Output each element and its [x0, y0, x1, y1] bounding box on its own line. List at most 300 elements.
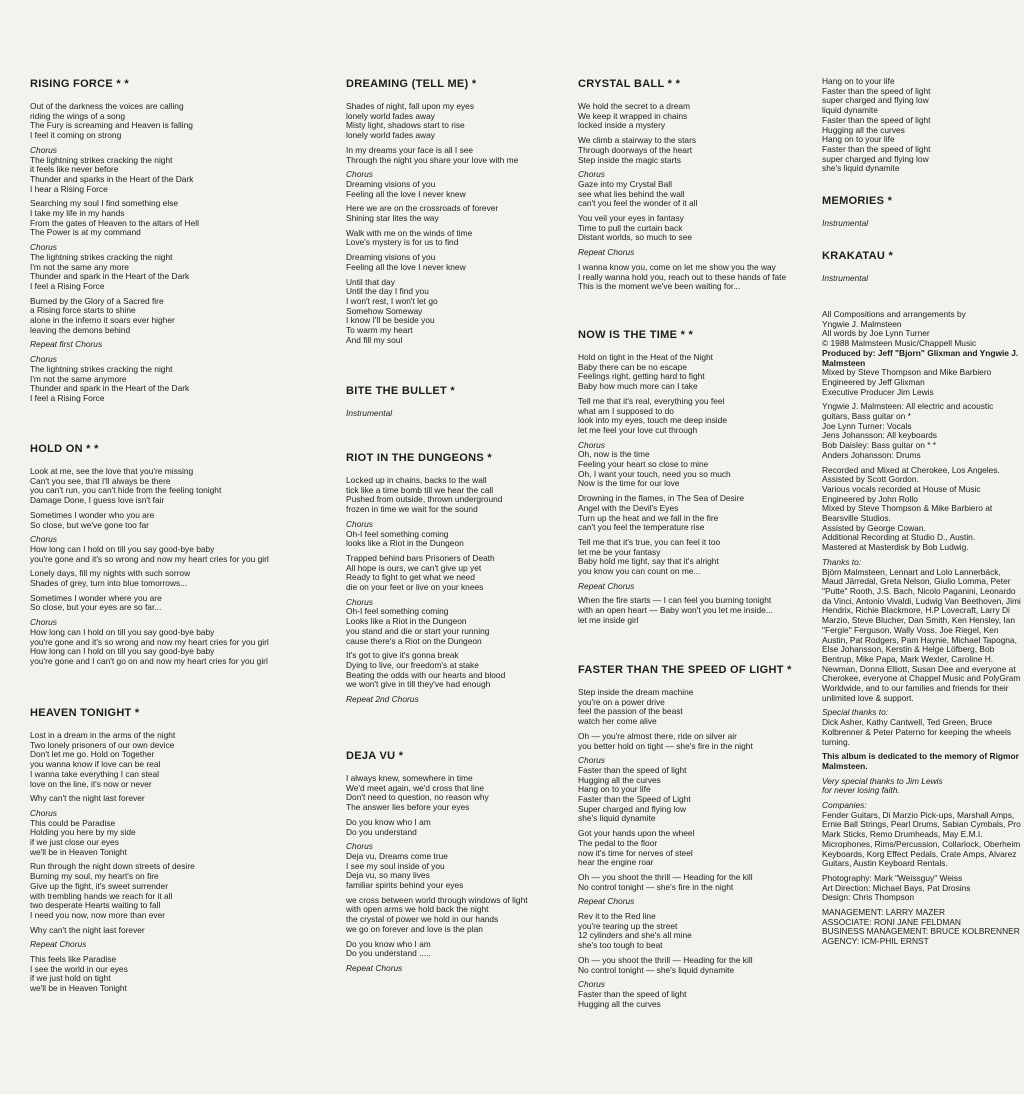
- text-line: can't you feel the temperature rise: [578, 522, 705, 533]
- song-title: FASTER THAN THE SPEED OF LIGHT *: [578, 664, 792, 676]
- text-line: you can't run, you can't hide from the feeling tonight: [30, 485, 222, 496]
- text-line: Locked up in chains, backs to the wall: [346, 475, 487, 485]
- text-line: The answer lies before your eyes: [346, 802, 470, 813]
- text-line: Design: Chris Thompson: [822, 892, 915, 903]
- stanza-label: Chorus: [578, 979, 605, 990]
- text-line: The Fury is screaming and Heaven is falling: [30, 120, 193, 131]
- text-line: you better hold on tight — she's fire in the night: [578, 740, 753, 751]
- credits-paragraph: [822, 777, 1022, 796]
- credits-heading: Companies:: [822, 800, 867, 811]
- text-line: Do you understand .....: [346, 948, 431, 959]
- stanza: [578, 494, 810, 533]
- text-line: Here we are on the crossroads of forever: [346, 203, 499, 214]
- album-credits: [822, 310, 1022, 952]
- text-line: can't you feel the wonder of it all: [578, 198, 698, 209]
- stanza: [30, 940, 305, 950]
- text-line: Got your hands upon the wheel: [578, 828, 695, 839]
- text-line: I feel a Rising Force: [30, 392, 105, 403]
- stanza-label: Repeat Chorus: [578, 580, 635, 591]
- text-line: Deja vu, so many lives: [346, 870, 430, 881]
- stanza: [578, 956, 810, 975]
- stanza: [346, 651, 571, 690]
- stanza: [346, 102, 571, 141]
- text-line: Oh-I feel something coming: [346, 528, 449, 539]
- stanza: [578, 582, 810, 592]
- text-line: When the fire starts — I can feel you burning tonight: [578, 595, 772, 606]
- text-line: Anders Johansson: Drums: [822, 449, 921, 460]
- text-line: In my dreams your face is all I see: [346, 144, 474, 155]
- text-line: frozen in time we wait for the sound: [346, 504, 478, 515]
- text-line: © 1988 Malmsteen Music/Chappell Music: [822, 338, 977, 349]
- text-line: Looks like a Riot in the Dungeon: [346, 616, 467, 627]
- credits-paragraph: [822, 752, 1022, 771]
- text-line: watch her come alive: [578, 716, 657, 727]
- text-line: No control tonight — she's liquid dynamite: [578, 964, 735, 975]
- text-line: super charged and flying low: [822, 95, 929, 106]
- text-line: Dreaming visions of you: [346, 252, 436, 263]
- stanza-label: Repeat 2nd Chorus: [346, 694, 419, 705]
- text-line: you stand and die or start your running: [346, 625, 490, 636]
- text-line: The Power is at my command: [30, 227, 141, 238]
- stanza: [346, 409, 571, 419]
- credits-paragraph: [822, 310, 1022, 349]
- text-line: All Compositions and arrangements by: [822, 309, 966, 319]
- text-line: Pushed from outside, thrown underground: [346, 494, 503, 505]
- text-line: you wanna know if love can be real: [30, 759, 161, 770]
- text-line: Hold on tight in the Heat of the Night: [578, 352, 714, 362]
- text-line: MANAGEMENT: LARRY MAZER: [822, 907, 946, 918]
- text-line: Faster than the speed of light: [578, 988, 687, 999]
- text-line: The pedal to the floor: [578, 837, 658, 848]
- stanza: [30, 102, 305, 141]
- stanza: [578, 688, 810, 727]
- text-line: Can't you see, that I'll always be there: [30, 475, 171, 486]
- text-line: Drowning in the flames, in The Sea of Desire: [578, 493, 745, 504]
- stanza: [346, 253, 571, 272]
- stanza-label: Chorus: [578, 169, 605, 180]
- text-line: Somehow Someway: [346, 305, 423, 316]
- text-line: Baby there can be no escape: [578, 361, 687, 372]
- text-line: now it's time for nerves of steel: [578, 847, 693, 858]
- text-line: with open arms we hold back the night: [346, 904, 489, 915]
- text-line: love on the line, it's now or never: [30, 778, 152, 789]
- text-line: Shades of grey, turn into blue tomorrows...: [30, 578, 188, 589]
- text-line: I need you now, now more than ever: [30, 909, 166, 920]
- text-line: I feel a Rising Force: [30, 280, 105, 291]
- stanza-label: Chorus: [30, 354, 57, 365]
- text-line: You veil your eyes in fantasy: [578, 213, 684, 224]
- stanza-label: Chorus: [30, 242, 57, 253]
- text-line: super charged and flying low: [822, 153, 929, 164]
- stanza: [346, 964, 571, 974]
- stanza: [346, 146, 571, 165]
- text-line: How long can I hold on till you say good-bye baby: [30, 543, 215, 554]
- text-line: what am I supposed to do: [578, 405, 674, 416]
- text-line: Shining star lites the way: [346, 213, 439, 224]
- text-line: Hugging all the curves: [578, 998, 661, 1009]
- text-line: Photography: Mark "Weissguy" Weiss: [822, 872, 963, 883]
- text-line: I hear a Rising Force: [30, 183, 108, 194]
- text-line: Until that day: [346, 276, 395, 287]
- text-line: Executive Producer Jim Lewis: [822, 386, 934, 397]
- text-line: It's got to give it's gonna break: [346, 650, 459, 661]
- text-line: I won't rest, I won't let go: [346, 295, 438, 306]
- text-line: Lonely days, fill my nights with such sorrow: [30, 568, 191, 579]
- song-title: CRYSTAL BALL * *: [578, 78, 681, 90]
- text-line: she's liquid dynamite: [822, 163, 900, 174]
- stanza: [30, 340, 305, 350]
- song-title: HEAVEN TONIGHT *: [30, 707, 140, 719]
- text-line: I wanna take everything I can steal: [30, 768, 159, 779]
- credits-paragraph: [822, 708, 1022, 747]
- text-line: with trembling hands we reach for it all: [30, 890, 173, 901]
- text-line: we'll be in Heaven Tonight: [30, 983, 127, 994]
- text-line: Engineered by Jeff Glixman: [822, 376, 925, 387]
- stanza: [30, 926, 305, 936]
- text-line: I'm not the same any more: [30, 261, 129, 272]
- stanza: [30, 467, 305, 506]
- text-line: feel the passion of the beast: [578, 706, 683, 717]
- song-bite-the-bullet: [346, 385, 571, 424]
- credits-paragraph: [822, 368, 1022, 397]
- text-line: We'd meet again, we'd cross that line: [346, 782, 485, 793]
- text-line: I take my life in my hands: [30, 208, 125, 219]
- text-line: Tell me that it's true, you can feel it too: [578, 536, 721, 547]
- text-line: Through doorways of the heart: [578, 144, 693, 155]
- lyrics-continuation: [822, 77, 1022, 174]
- text-line: This album is dedicated to the memory of Rigmor Malmsteen.: [822, 751, 1019, 771]
- text-line: To warm my heart: [346, 325, 413, 336]
- text-line: How long can I hold on till you say good-bye baby: [30, 646, 215, 657]
- text-line: Art Direction: Michael Bays, Pat Drosins: [822, 882, 971, 893]
- stanza: [30, 955, 305, 994]
- credits-paragraph: [822, 801, 1022, 869]
- stanza-label: Instrumental: [822, 218, 869, 228]
- song-hold-on: [30, 443, 305, 672]
- text-line: locked inside a mystery: [578, 120, 666, 131]
- text-line: two desperate Hearts waiting to fall: [30, 900, 161, 911]
- stanza: [30, 618, 305, 667]
- text-line: she's too tough to beat: [578, 940, 663, 951]
- text-line: I see my soul inside of you: [346, 860, 445, 871]
- stanza: [578, 102, 810, 131]
- credits-paragraph: [822, 908, 1022, 947]
- text-line: liquid dynamite: [822, 105, 878, 116]
- text-line: tick like a time bomb till we hear the call: [346, 484, 494, 495]
- stanza-label: Repeat Chorus: [578, 896, 635, 907]
- stanza: [578, 596, 810, 625]
- credits-paragraph: [822, 558, 1022, 704]
- text-line: let me be your fantasy: [578, 546, 661, 557]
- song-title: RISING FORCE * *: [30, 78, 129, 90]
- text-line: Out of the darkness the voices are calling: [30, 101, 184, 111]
- text-line: So close, but we've gone too far: [30, 519, 149, 530]
- text-line: leaving the demons behind: [30, 324, 131, 335]
- stanza: [346, 204, 571, 223]
- text-line: No control tonight — she's fire in the night: [578, 881, 734, 892]
- text-line: We climb a stairway to the stars: [578, 135, 697, 146]
- stanza: [822, 274, 1022, 284]
- text-line: The lightning strikes cracking the night: [30, 363, 173, 374]
- text-line: Faster than the speed of light: [822, 85, 931, 96]
- text-line: Faster than the speed of light: [822, 114, 931, 125]
- text-line: 12 cylinders and she's all mine: [578, 930, 692, 941]
- credits-heading: Special thanks to:: [822, 707, 889, 718]
- text-line: Ready to fight to get what we need: [346, 572, 475, 583]
- text-line: lonely world fades away: [346, 110, 435, 121]
- song-riot-in-the-dungeons: [346, 452, 571, 710]
- stanza: [578, 980, 810, 1009]
- text-line: Lost in a dream in the arms of the night: [30, 730, 176, 740]
- stanza-label: Chorus: [30, 807, 57, 818]
- stanza-label: Chorus: [346, 169, 373, 180]
- text-line: Sometimes I wonder where you are: [30, 592, 162, 603]
- text-line: I see the world in our eyes: [30, 963, 128, 974]
- text-line: I really wanna hold you, reach out to these hands of fate: [578, 271, 787, 282]
- text-line: die on your feet or live on your knees: [346, 582, 484, 593]
- text-line: Time to pull the curtain back: [578, 222, 683, 233]
- text-line: Do you know who I am: [346, 938, 431, 949]
- song-title: HOLD ON * *: [30, 443, 99, 455]
- stanza: [30, 297, 305, 336]
- stanza-label: Repeat Chorus: [346, 962, 403, 973]
- text-line: Mixed by Steve Thompson & Mike Barbiero at Bearsville Studios.: [822, 503, 993, 524]
- stanza-label: Chorus: [346, 841, 373, 852]
- text-line: Thunder and spark in the Heart of the Dark: [30, 383, 190, 394]
- text-line: Misty light, shadows start to rise: [346, 120, 465, 131]
- text-line: Deja vu, Dreams come true: [346, 850, 448, 861]
- text-line: Oh, I want your touch, need you so much: [578, 468, 731, 479]
- stanza-label: Chorus: [30, 144, 57, 155]
- text-line: we'll be in Heaven Tonight: [30, 846, 127, 857]
- text-line: The lightning strikes cracking the night: [30, 154, 173, 165]
- text-line: she's liquid dynamite: [578, 813, 656, 824]
- text-line: Give up the fight, it's sweet surrender: [30, 880, 168, 891]
- stanza: [346, 520, 571, 549]
- stanza-label: Repeat Chorus: [30, 939, 87, 950]
- text-line: see what lies behind the wall: [578, 188, 685, 199]
- text-line: hear the engine roar: [578, 857, 654, 868]
- text-line: Run through the night down streets of desire: [30, 861, 195, 872]
- stanza: [30, 355, 305, 404]
- text-line: look into my eyes, touch me deep inside: [578, 415, 727, 426]
- text-line: Damage Done, I guess love isn't fair: [30, 495, 165, 506]
- text-line: Various vocals recorded at House of Music: [822, 483, 981, 494]
- stanza: [578, 248, 810, 258]
- text-line: BUSINESS MANAGEMENT: BRUCE KOLBRENNER: [822, 926, 1020, 937]
- stanza: [346, 695, 571, 705]
- text-line: All hope is ours, we can't give up yet: [346, 562, 482, 573]
- text-line: looks like a Riot in the Dungeon: [346, 538, 464, 549]
- stanza-label: Chorus: [30, 534, 57, 545]
- text-line: Assisted by George Cowan.: [822, 522, 926, 533]
- text-line: Baby how much more can I take: [578, 381, 698, 392]
- stanza-label: Instrumental: [346, 408, 393, 418]
- text-line: Dying to live, our freedom's at stake: [346, 659, 479, 670]
- text-line: Sometimes I wonder who you are: [30, 509, 155, 520]
- song-heaven-tonight: [30, 707, 305, 999]
- text-line: Thunder and sparks in the Heart of the Dark: [30, 173, 194, 184]
- text-line: I'm not the same anymore: [30, 373, 127, 384]
- text-line: Angel with the Devil's Eyes: [578, 502, 679, 513]
- credits-heading: Thanks to:: [822, 556, 862, 567]
- text-line: Oh — you shoot the thrill — Heading for the kill: [578, 954, 753, 965]
- text-line: Feeling all the love I never knew: [346, 261, 466, 272]
- text-line: Hang on to your life: [822, 134, 895, 145]
- text-line: Additional Recording at Studio D., Austin.: [822, 532, 976, 543]
- text-line: From the gates of Heaven to the altars of Hell: [30, 217, 199, 228]
- text-line: This is the moment we've been waiting for...: [578, 281, 741, 292]
- text-line: So close, but your eyes are so far...: [30, 602, 162, 613]
- stanza: [822, 219, 1022, 229]
- text-line: Love's mystery is for us to find: [346, 237, 459, 248]
- text-line: let me feel your love cut through: [578, 424, 698, 435]
- credits-paragraph: [822, 402, 1022, 460]
- text-line: Why can't the night last forever: [30, 924, 145, 935]
- stanza: [578, 397, 810, 436]
- song-krakatau: [822, 250, 1022, 289]
- text-line: Oh — you shoot the thrill — Heading for the kill: [578, 871, 753, 882]
- stanza: [346, 940, 571, 959]
- text-line: Gaze into my Crystal Ball: [578, 178, 673, 189]
- text-line: This could be Paradise: [30, 817, 116, 828]
- song-title: NOW IS THE TIME * *: [578, 329, 694, 341]
- text-line: We keep it wrapped in chains: [578, 110, 688, 121]
- text-line: Hugging all the curves: [578, 774, 661, 785]
- song-crystal-ball: [578, 78, 810, 297]
- stanza: [346, 554, 571, 593]
- credits-paragraph: [822, 349, 1022, 368]
- text-line: I know I'll be beside you: [346, 315, 435, 326]
- text-line: Dreaming visions of you: [346, 178, 436, 189]
- song-title: KRAKATAU *: [822, 250, 894, 262]
- stanza: [30, 243, 305, 292]
- stanza: [30, 862, 305, 920]
- text-line: Hang on to your life: [822, 76, 895, 86]
- stanza: [30, 731, 305, 789]
- text-line: Hugging all the curves: [822, 124, 905, 135]
- text-line: let me inside girl: [578, 614, 639, 625]
- text-line: This feels like Paradise: [30, 954, 117, 965]
- text-line: if we just close our eyes: [30, 837, 119, 848]
- text-line: ASSOCIATE: RONI JANE FELDMAN: [822, 916, 961, 927]
- text-line: Step inside the dream machine: [578, 687, 694, 697]
- song-title: RIOT IN THE DUNGEONS *: [346, 452, 492, 464]
- text-line: Yngwie J. Malmsteen: All electric and acoustic guitars, Bass guitar on *: [822, 401, 994, 422]
- text-line: Shades of night, fall upon my eyes: [346, 101, 475, 111]
- text-line: Tell me that it's real, everything you feel: [578, 395, 725, 406]
- stanza: [578, 829, 810, 868]
- text-line: How long can I hold on till you say good-bye baby: [30, 626, 215, 637]
- stanza: [578, 538, 810, 577]
- song-now-is-the-time: [578, 329, 810, 631]
- text-line: we won't give in till they've had enough: [346, 679, 491, 690]
- text-line: Oh — you're almost there, ride on silver air: [578, 730, 737, 741]
- text-line: Oh, now is the time: [578, 449, 650, 460]
- text-line: Look at me, see the love that you're missing: [30, 466, 194, 476]
- text-line: lonely world fades away: [346, 130, 435, 141]
- text-line: Feelings right, getting hard to fight: [578, 371, 705, 382]
- stanza: [578, 732, 810, 751]
- text-line: Bob Daisley: Bass guitar on * *: [822, 440, 937, 451]
- text-line: And fill my soul: [346, 334, 403, 345]
- text-line: Mixed by Steve Thompson and Mike Barbiero: [822, 367, 992, 378]
- song-title: BITE THE BULLET *: [346, 385, 455, 397]
- text-line: Through the night you share your love with me: [346, 154, 519, 165]
- text-line: a Rising force starts to shine: [30, 305, 136, 316]
- text-line: We hold the secret to a dream: [578, 101, 691, 111]
- text-line: Yngwie J. Malmsteen: [822, 318, 902, 329]
- stanza: [30, 794, 305, 804]
- text-line: Do you know who I am: [346, 816, 431, 827]
- stanza-label: Instrumental: [822, 273, 869, 283]
- text-line: we cross between world through windows of light: [346, 894, 528, 905]
- text-line: I wanna know you, come on let me show you the way: [578, 261, 776, 272]
- text-line: Why can't the night last forever: [30, 793, 145, 804]
- stanza-label: Repeat Chorus: [578, 247, 635, 258]
- stanza: [578, 263, 810, 292]
- stanza: [346, 842, 571, 891]
- text-line: Thunder and spark in the Heart of the Dark: [30, 271, 190, 282]
- text-line: it feels like never before: [30, 164, 119, 175]
- stanza: [30, 511, 305, 530]
- stanza-label: Chorus: [578, 439, 605, 450]
- text-line: you're gone and it's so wrong and now my heart cries for you girl: [30, 636, 269, 647]
- text-line: Step inside the magic starts: [578, 154, 681, 165]
- text-line: Rev it to the Red line: [578, 911, 656, 922]
- song-dreaming: [346, 78, 571, 350]
- text-line: Searching my soul I find something else: [30, 198, 179, 209]
- text-line: Do you understand: [346, 826, 417, 837]
- text-line: familiar spirits behind your eyes: [346, 880, 464, 891]
- stanza: [578, 756, 810, 824]
- credits-paragraph: [822, 874, 1022, 903]
- text-line: riding the wings of a song: [30, 110, 125, 121]
- stanza: [346, 818, 571, 837]
- text-line: Assisted by Scott Gordon.: [822, 474, 919, 485]
- text-line: Burning my soul, my heart's on fire: [30, 871, 159, 882]
- text-line: Björn Malmsteen, Lennart and Lolo Lannerbäck, Maud Järredal, Greta Nelson, Giulio Lomma, Peter "Putte" Rooth, J.S. Bach, Nicolo Paganini, Leonardo da Vinci, Antonio Vivaldi, Ludwig Van Beethoven, Jimi Hendrix, Richie Blackmore, H.P Lovecraft, Larry Di Marzio, Steve Blucher, Dan Smith, Ken Hensley, Ian "Fergie" Ferguson, Wally Voss, Joe Riegel, Ken Austin, Pat Rodgers, Pam Haynie, Michael Tapogna, Else Johansson, Kerstin & Helge Löfberg, Bob Bentrup, Mike Papa, Mark Wexler, Caroline H. Newman, Donna Elliott, Susan Dee and everyone at Cherokee, everyone at Chappel Music and PolyGram Worldwide, and to our families and friends for their unlimited love & support.: [822, 566, 1021, 703]
- text-line: Don't let me go. Hold on Together: [30, 749, 155, 760]
- stanza-label: Chorus: [578, 755, 605, 766]
- text-line: Turn up the heat and we fall in the fire: [578, 512, 719, 523]
- text-line: Super charged and flying low: [578, 803, 687, 814]
- stanza: [346, 598, 571, 647]
- text-line: for never losing faith.: [822, 785, 900, 796]
- text-line: you're gone and I can't go on and now my heart cries for you girl: [30, 655, 268, 666]
- text-line: you're on a power drive: [578, 696, 665, 707]
- text-line: Feeling your heart so close to mine: [578, 459, 709, 470]
- text-line: Mastered at Masterdisk by Bob Ludwig.: [822, 542, 969, 553]
- stanza: [346, 476, 571, 515]
- text-line: Distant worlds, so much to see: [578, 232, 693, 243]
- text-line: AGENCY: ICM-PHIL ERNST: [822, 936, 929, 947]
- stanza: [30, 199, 305, 238]
- text-line: Very special thanks to Jim Lewis: [822, 775, 943, 786]
- song-title: DREAMING (TELL ME) *: [346, 78, 477, 90]
- text-line: Burned by the Glory of a Sacred fire: [30, 295, 164, 306]
- text-line: the crystal of power we hold in our hands: [346, 914, 499, 925]
- text-line: All words by Joe Lynn Turner: [822, 328, 930, 339]
- text-line: The lightning strikes cracking the night: [30, 251, 173, 262]
- text-line: I feel it coming on strong: [30, 130, 122, 141]
- stanza: [30, 594, 305, 613]
- text-line: Jens Johansson: All keyboards: [822, 430, 937, 441]
- song-rising-force: [30, 78, 305, 409]
- stanza: [578, 897, 810, 907]
- song-title: MEMORIES *: [822, 195, 893, 207]
- stanza-label: Chorus: [346, 596, 373, 607]
